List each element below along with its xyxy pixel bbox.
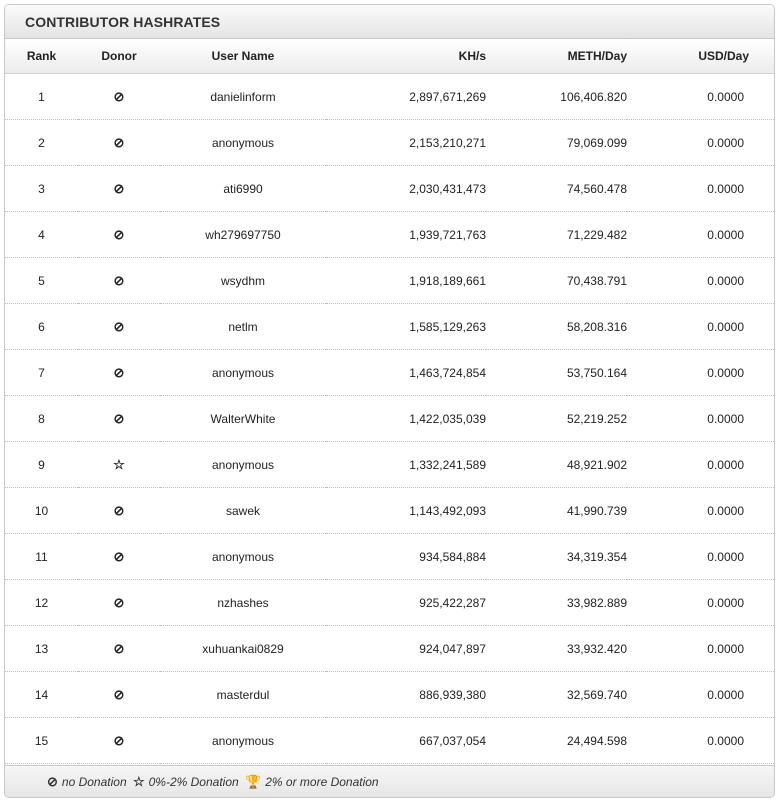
meth-day-cell: 48,921.902 xyxy=(486,442,627,488)
no-donation-icon: ⊘ xyxy=(113,134,125,150)
donor-cell xyxy=(78,120,160,166)
table-row xyxy=(5,442,774,488)
khs-cell: 924,047,897 xyxy=(326,626,486,672)
donor-cell xyxy=(78,258,160,304)
user-name-cell: anonymous xyxy=(160,718,326,764)
rank-cell: 11 xyxy=(5,534,78,580)
usd-day-cell: 0.0000 xyxy=(627,534,774,580)
meth-day-cell: 41,990.739 xyxy=(486,488,627,534)
table-row xyxy=(5,258,774,304)
rank-cell: 1 xyxy=(5,74,78,120)
khs-cell: 1,463,724,854 xyxy=(326,350,486,396)
rank-cell: 8 xyxy=(5,396,78,442)
meth-day-cell: 33,932.420 xyxy=(486,626,627,672)
table-row xyxy=(5,396,774,442)
table-row xyxy=(5,488,774,534)
table-row xyxy=(5,672,774,718)
hashrates-table xyxy=(5,39,774,764)
donor-cell xyxy=(78,166,160,212)
khs-cell: 1,939,721,763 xyxy=(326,212,486,258)
rank-cell: 13 xyxy=(5,626,78,672)
user-name-cell: anonymous xyxy=(160,534,326,580)
no-donation-icon: ⊘ xyxy=(113,502,125,518)
khs-cell: 1,332,241,589 xyxy=(326,442,486,488)
user-name-cell: netlm xyxy=(160,304,326,350)
khs-cell: 2,897,671,269 xyxy=(326,74,486,120)
no-donation-icon: ⊘ xyxy=(47,774,58,789)
usd-day-cell: 0.0000 xyxy=(627,488,774,534)
usd-day-cell: 0.0000 xyxy=(627,258,774,304)
table-row xyxy=(5,304,774,350)
donor-cell xyxy=(78,534,160,580)
meth-day-cell: 32,569.740 xyxy=(486,672,627,718)
meth-day-cell: 71,229.482 xyxy=(486,212,627,258)
meth-day-cell: 70,438.791 xyxy=(486,258,627,304)
rank-cell: 4 xyxy=(5,212,78,258)
no-donation-icon: ⊘ xyxy=(113,640,125,656)
meth-day-cell: 74,560.478 xyxy=(486,166,627,212)
no-donation-icon: ⊘ xyxy=(113,410,125,426)
meth-day-cell: 106,406.820 xyxy=(486,74,627,120)
meth-day-cell: 34,319.354 xyxy=(486,534,627,580)
donor-cell xyxy=(78,350,160,396)
table-body xyxy=(5,74,774,764)
user-name-cell: ati6990 xyxy=(160,166,326,212)
donor-cell xyxy=(78,580,160,626)
donor-cell xyxy=(78,212,160,258)
rank-cell: 3 xyxy=(5,166,78,212)
khs-cell: 1,422,035,039 xyxy=(326,396,486,442)
khs-cell: 2,153,210,271 xyxy=(326,120,486,166)
meth-day-cell: 33,982.889 xyxy=(486,580,627,626)
usd-day-cell: 0.0000 xyxy=(627,74,774,120)
trophy-icon: 🏆 xyxy=(245,774,262,789)
donor-cell xyxy=(78,396,160,442)
user-name-cell: WalterWhite xyxy=(160,396,326,442)
star-icon: ☆ xyxy=(132,774,145,789)
usd-day-cell: 0.0000 xyxy=(627,350,774,396)
donor-cell xyxy=(78,74,160,120)
no-donation-icon: ⊘ xyxy=(113,732,125,748)
usd-day-cell: 0.0000 xyxy=(627,718,774,764)
khs-cell: 1,143,492,093 xyxy=(326,488,486,534)
table-row xyxy=(5,580,774,626)
rank-cell: 15 xyxy=(5,718,78,764)
column-header-donor: Donor xyxy=(78,39,160,74)
table-row xyxy=(5,718,774,764)
donor-cell xyxy=(78,304,160,350)
column-header-rank: Rank xyxy=(5,39,78,74)
khs-cell: 925,422,287 xyxy=(326,580,486,626)
user-name-cell: danielinform xyxy=(160,74,326,120)
rank-cell: 7 xyxy=(5,350,78,396)
user-name-cell: anonymous xyxy=(160,350,326,396)
table-row xyxy=(5,534,774,580)
user-name-cell: sawek xyxy=(160,488,326,534)
rank-cell: 2 xyxy=(5,120,78,166)
no-donation-icon: ⊘ xyxy=(113,548,125,564)
column-header-meth-day: METH/Day xyxy=(486,39,627,74)
no-donation-icon: ⊘ xyxy=(113,318,125,334)
user-name-cell: anonymous xyxy=(160,442,326,488)
table-row xyxy=(5,166,774,212)
donor-cell xyxy=(78,488,160,534)
user-name-cell: masterdul xyxy=(160,672,326,718)
meth-day-cell: 53,750.164 xyxy=(486,350,627,396)
column-header-usd-day: USD/Day xyxy=(627,39,774,74)
donation-legend xyxy=(5,765,774,797)
user-name-cell: wh279697750 xyxy=(160,212,326,258)
no-donation-icon: ⊘ xyxy=(113,364,125,380)
rank-cell: 5 xyxy=(5,258,78,304)
usd-day-cell: 0.0000 xyxy=(627,626,774,672)
user-name-cell: xuhuankai0829 xyxy=(160,626,326,672)
legend-small-donation-label: 0%-2% Donation xyxy=(148,775,239,789)
table-header xyxy=(5,39,774,74)
khs-cell: 1,918,189,661 xyxy=(326,258,486,304)
donor-cell xyxy=(78,672,160,718)
table-row xyxy=(5,350,774,396)
rank-cell: 14 xyxy=(5,672,78,718)
usd-day-cell: 0.0000 xyxy=(627,212,774,258)
no-donation-icon: ⊘ xyxy=(113,88,125,104)
donor-cell xyxy=(78,626,160,672)
table-row xyxy=(5,120,774,166)
donor-cell xyxy=(78,718,160,764)
contributor-hashrates-panel xyxy=(4,4,775,798)
meth-day-cell: 52,219.252 xyxy=(486,396,627,442)
column-header-khs: KH/s xyxy=(326,39,486,74)
no-donation-icon: ⊘ xyxy=(113,686,125,702)
legend-no-donation-label: no Donation xyxy=(61,775,127,789)
table-row xyxy=(5,626,774,672)
khs-cell: 667,037,054 xyxy=(326,718,486,764)
usd-day-cell: 0.0000 xyxy=(627,580,774,626)
usd-day-cell: 0.0000 xyxy=(627,396,774,442)
star-icon: ☆ xyxy=(113,456,125,472)
user-name-cell: wsydhm xyxy=(160,258,326,304)
no-donation-icon: ⊘ xyxy=(113,180,125,196)
no-donation-icon: ⊘ xyxy=(113,594,125,610)
meth-day-cell: 79,069.099 xyxy=(486,120,627,166)
meth-day-cell: 58,208.316 xyxy=(486,304,627,350)
rank-cell: 12 xyxy=(5,580,78,626)
table-row xyxy=(5,212,774,258)
user-name-cell: anonymous xyxy=(160,120,326,166)
no-donation-icon: ⊘ xyxy=(113,226,125,242)
rank-cell: 10 xyxy=(5,488,78,534)
usd-day-cell: 0.0000 xyxy=(627,166,774,212)
header-row xyxy=(5,39,774,74)
rank-cell: 6 xyxy=(5,304,78,350)
usd-day-cell: 0.0000 xyxy=(627,120,774,166)
rank-cell: 9 xyxy=(5,442,78,488)
meth-day-cell: 24,494.598 xyxy=(486,718,627,764)
usd-day-cell: 0.0000 xyxy=(627,304,774,350)
khs-cell: 934,584,884 xyxy=(326,534,486,580)
column-header-user-name: User Name xyxy=(160,39,326,74)
khs-cell: 2,030,431,473 xyxy=(326,166,486,212)
table-row xyxy=(5,74,774,120)
no-donation-icon: ⊘ xyxy=(113,272,125,288)
usd-day-cell: 0.0000 xyxy=(627,672,774,718)
khs-cell: 886,939,380 xyxy=(326,672,486,718)
khs-cell: 1,585,129,263 xyxy=(326,304,486,350)
donor-cell xyxy=(78,442,160,488)
usd-day-cell: 0.0000 xyxy=(627,442,774,488)
user-name-cell: nzhashes xyxy=(160,580,326,626)
panel-title: CONTRIBUTOR HASHRATES xyxy=(5,5,774,39)
legend-large-donation-label: 2% or more Donation xyxy=(265,775,379,789)
